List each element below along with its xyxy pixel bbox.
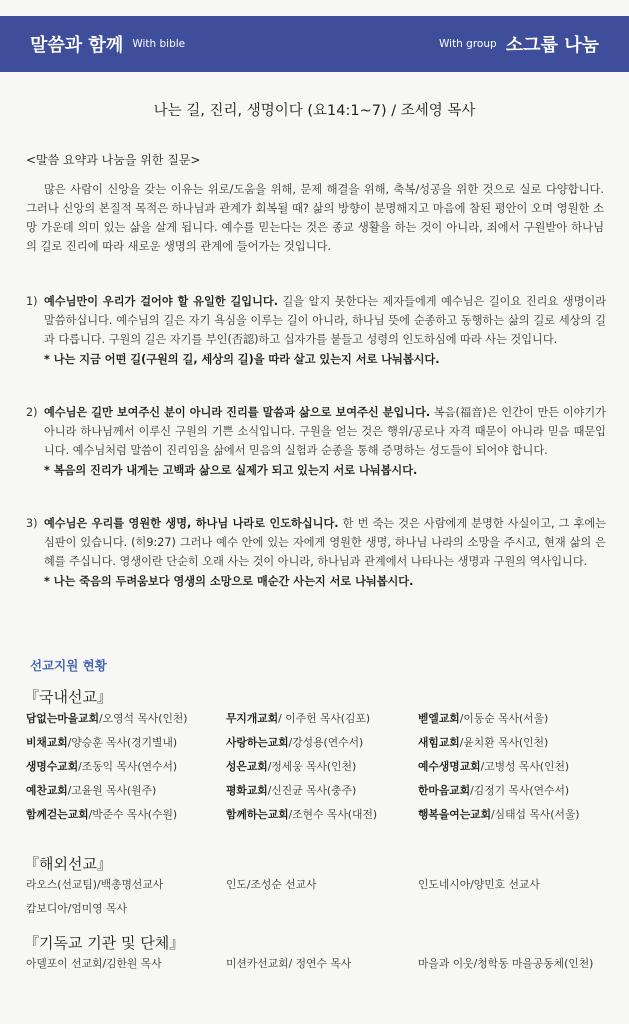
question-body — [44, 292, 606, 349]
question-2 — [26, 403, 606, 480]
question-lead: 예수님은 길만 보여주신 분이 아니라 진리를 말씀과 삶으로 보여주신 분입니다. — [44, 406, 431, 419]
mission-entry: 한마음교회/김정기 목사(연수서) — [418, 784, 570, 797]
mission-entry: 생명수교회/조동익 목사(연수서) — [26, 760, 178, 773]
mission-entry: 함께하는교회/조현수 목사(대전) — [226, 808, 378, 821]
domestic-mission-heading: 『국내선교』 — [24, 688, 112, 706]
mission-entry: 벧엘교회/이동순 목사(서울) — [418, 712, 549, 725]
question-lead: 예수님은 우리를 영원한 생명, 하나님 나라로 인도하십니다. — [44, 517, 339, 530]
question-number: 3) — [26, 517, 38, 530]
list-item — [26, 956, 616, 980]
mission-entry: 캄보디아/엄미영 목사 — [26, 902, 127, 915]
mission-entry: 행복을여는교회/심태섭 목사(서울) — [418, 808, 580, 821]
mission-section-title: 선교지원 현황 — [30, 658, 107, 673]
list-item — [26, 735, 616, 759]
mission-entry: 비채교회/양승훈 목사(경기별내) — [26, 736, 178, 749]
mission-entry: 무지개교회/ 이주헌 목사(김포) — [226, 712, 371, 725]
mission-entry: 사랑하는교회/강성용(연수서) — [226, 736, 364, 749]
mission-entry: 인도/조성순 선교사 — [226, 878, 317, 891]
sermon-title: 나는 길, 진리, 생명이다 (요14:1~7) / 조세영 목사 — [153, 103, 476, 119]
list-item — [26, 901, 616, 925]
question-1 — [26, 292, 606, 369]
overseas-mission-heading: 『해외선교』 — [24, 855, 112, 873]
header-right-subtitle: With group — [439, 38, 497, 50]
question-text: 한 번 죽는 것은 사람에게 분명한 사실이고, 그 후에는 심판이 있습니다. (히9:27) 그러나 예수 안에 있는 자에게 영원한 생명, 하나님 나라의 소망을 주시고, 현재 삶의 은혜를 주십니다. 영생이란 단순히 오래 사는 것이 아니라, 하나님과 관계에서 나타나는 생명과 구원의 역사입니다. — [44, 517, 607, 568]
mission-entry: 아델포이 선교회/김한원 목사 — [26, 957, 162, 970]
mission-entry: 라오스(선교팀)/백총명선교사 — [26, 878, 164, 891]
mission-entry: 인도네시아/양민호 선교사 — [418, 878, 540, 891]
list-item — [26, 711, 616, 735]
question-lead: 예수님만이 우리가 걸어야 할 유일한 길입니다. — [44, 295, 278, 308]
mission-entry: 예수생명교회/고병성 목사(인천) — [418, 760, 570, 773]
list-item — [26, 877, 616, 901]
mission-entry: 담없는마을교회/오영석 목사(인천) — [26, 712, 188, 725]
mission-entry: 예찬교회/고윤원 목사(원주) — [26, 784, 157, 797]
question-body — [44, 514, 606, 571]
domestic-mission-list — [26, 711, 616, 831]
list-item — [26, 759, 616, 783]
question-body — [44, 403, 606, 460]
mission-entry: 성은교회/정세웅 목사(인천) — [226, 760, 357, 773]
overseas-mission-list — [26, 877, 616, 925]
header-subtitle: With bible — [132, 38, 186, 50]
question-text: 복음(福音)은 인간이 만든 이야기가 아니라 하나님께서 이루신 구원의 기쁜 소식입니다. 구원을 얻는 것은 행위/공로나 자격 때문이 아니라 믿음 때문입니다. 예수님처럼 말씀이 진리임을 삶에서 믿음의 실험과 순종을 통해 증명하는 성도들이 되어야 합니다. — [44, 406, 606, 457]
mission-entry: 새힘교회/윤치환 목사(인천) — [418, 736, 549, 749]
organization-mission-heading: 『기독교 기관 및 단체』 — [24, 934, 185, 952]
list-item — [26, 807, 616, 831]
mission-entry: 미션카선교회/ 정연수 목사 — [226, 957, 352, 970]
header-banner — [0, 16, 629, 72]
header-title: 말씀과 함께 — [30, 35, 124, 56]
question-number: 2) — [26, 406, 38, 419]
question-3 — [26, 514, 606, 591]
question-text: 길을 알지 못한다는 제자들에게 예수님은 길이요 진리요 생명이라 말씀하십니다. 예수님의 길은 자기 욕심을 이루는 길이 아니라, 하나님 뜻에 순종하고 동행하는 삶의 길로 세상의 길과 다릅니다. 구원의 길은 자기를 부인(否認)하고 십자가를 붙들고 성령의 인도하심에 따라 사는 것입니다. — [44, 295, 607, 346]
mission-entry: 평화교회/신진균 목사(충주) — [226, 784, 357, 797]
list-item — [26, 783, 616, 807]
intro-paragraph: 많은 사람이 신앙을 갖는 이유는 위로/도움을 위해, 문제 해결을 위해, 축복/성공을 위한 것으로 실로 다양합니다. 그러나 신앙의 본질적 목적은 하나님과 관계가 회복될 때? 삶의 방향이 분명해지고 마음에 참된 평안이 오며 영원한 소망 가운데 의미 있는 삶을 살게 됩니다. 예수를 믿는다는 것은 종교 생활을 하는 것이 아니라, 죄에서 구원받아 하나님의 길로 진리에 따라 새로운 생명의 관계에 들어가는 것입니다. — [26, 183, 604, 253]
question-prompt: * 나는 지금 어떤 길(구원의 길, 세상의 길)을 따라 살고 있는지 서로 나눠봅시다. — [44, 353, 440, 366]
mission-entry: 마을과 이웃/청학동 마을공동체(인천) — [418, 957, 594, 970]
organization-mission-list — [26, 956, 616, 980]
question-number: 1) — [26, 295, 38, 308]
header-left — [30, 31, 189, 57]
question-prompt: * 나는 죽음의 두려움보다 영생의 소망으로 매순간 사는지 서로 나눠봅시다. — [44, 575, 414, 588]
mission-entry: 함께걷는교회/박준수 목사(수원) — [26, 808, 178, 821]
header-right — [435, 31, 599, 57]
question-prompt: * 복음의 진리가 내게는 고백과 삶으로 실제가 되고 있는지 서로 나눠봅시다. — [44, 464, 418, 477]
header-right-title: 소그룹 나눔 — [505, 35, 599, 56]
section-label: <말씀 요약과 나눔을 위한 질문> — [26, 153, 201, 167]
